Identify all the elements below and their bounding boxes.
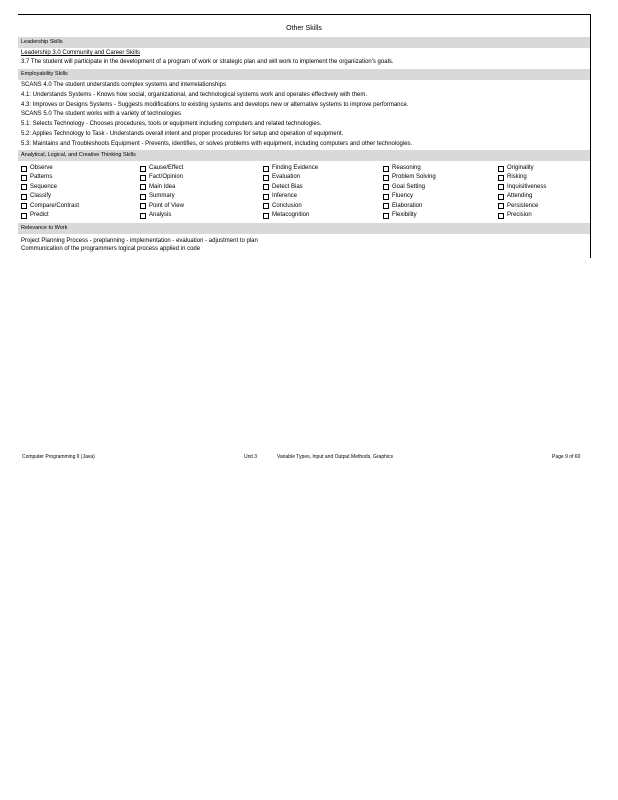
thinking-skills-header: Analytical, Logical, and Creative Thinking Skills bbox=[18, 150, 590, 161]
checkbox-item[interactable]: Predict bbox=[21, 211, 139, 220]
checkbox-box[interactable] bbox=[21, 213, 27, 219]
checkbox-box[interactable] bbox=[263, 194, 269, 200]
footer-topic: Variable Types, Input and Output Methods, Graphics bbox=[277, 454, 393, 460]
checkbox-item[interactable]: Problem Solving bbox=[383, 173, 501, 182]
employability-line: SCANS 5.0 The student works with a variety of technologies bbox=[21, 111, 181, 117]
skills-table bbox=[18, 14, 591, 258]
section-title: Other Skills bbox=[286, 25, 322, 32]
relevance-line: Communication of the programmers logical process applied in code bbox=[21, 246, 201, 252]
checkbox-item[interactable]: Persistence bbox=[498, 202, 616, 211]
checkbox-box[interactable] bbox=[21, 175, 27, 181]
checkbox-item[interactable]: Elaboration bbox=[383, 202, 501, 211]
employability-line: 5.1: Selects Technology - Chooses procedures, tools or equipment including computers and related technologies. bbox=[21, 121, 322, 127]
checkbox-item[interactable]: Evaluation bbox=[263, 173, 381, 182]
employability-line: 4.1: Understands Systems - Knows how social, organizational, and technological systems work and operates effectively with them. bbox=[21, 92, 368, 98]
checkbox-box[interactable] bbox=[498, 166, 504, 172]
employability-line: 5.3: Maintains and Troubleshoots Equipment - Prevents, identifies, or solves problems with equipment, including computers and other technologies. bbox=[21, 141, 413, 147]
checkbox-item[interactable]: Analysis bbox=[140, 211, 258, 220]
leadership-header: Leadership Skills bbox=[18, 37, 590, 48]
checkbox-item[interactable]: Conclusion bbox=[263, 202, 381, 211]
checkbox-box[interactable] bbox=[263, 213, 269, 219]
checkbox-box[interactable] bbox=[140, 203, 146, 209]
checkbox-column-3 bbox=[263, 164, 381, 220]
checkbox-box[interactable] bbox=[263, 184, 269, 190]
checkbox-box[interactable] bbox=[263, 166, 269, 172]
checkbox-item[interactable]: Goal Setting bbox=[383, 183, 501, 192]
checkbox-item[interactable]: Flexibility bbox=[383, 211, 501, 220]
checkbox-item[interactable]: Inference bbox=[263, 192, 381, 201]
employability-line: SCANS 4.0 The student understands complex systems and interrelationships bbox=[21, 82, 226, 88]
checkbox-item[interactable]: Metacognition bbox=[263, 211, 381, 220]
checkbox-box[interactable] bbox=[21, 184, 27, 190]
footer-course: Computer Programming II (Java) bbox=[22, 454, 95, 460]
checkbox-item[interactable]: Attending bbox=[498, 192, 616, 201]
checkbox-box[interactable] bbox=[498, 203, 504, 209]
checkbox-box[interactable] bbox=[383, 213, 389, 219]
checkbox-item[interactable]: Inquisitiveness bbox=[498, 183, 616, 192]
checkbox-item[interactable]: Risking bbox=[498, 173, 616, 182]
checkbox-box[interactable] bbox=[140, 175, 146, 181]
checkbox-box[interactable] bbox=[263, 203, 269, 209]
relevance-header: Relevance to Work bbox=[18, 223, 590, 234]
leadership-line-1: Leadership 3.0 Community and Career Skills bbox=[21, 50, 141, 56]
checkbox-item[interactable]: Reasoning bbox=[383, 164, 501, 173]
checkbox-box[interactable] bbox=[140, 194, 146, 200]
checkbox-box[interactable] bbox=[383, 166, 389, 172]
checkbox-box[interactable] bbox=[263, 175, 269, 181]
employability-line: 5.2: Applies Technology to Task - Understands overall intent and proper procedures for setup and operation of equipment. bbox=[21, 131, 344, 137]
checkbox-item[interactable]: Sequence bbox=[21, 183, 139, 192]
checkbox-item[interactable]: Point of View bbox=[140, 202, 258, 211]
checkbox-box[interactable] bbox=[498, 194, 504, 200]
checkbox-column-2 bbox=[140, 164, 258, 220]
leadership-line-2: 3.7 The student will participate in the development of a program of work or strategic plan and will work to implement the organization's goals. bbox=[21, 59, 394, 65]
checkbox-item[interactable]: Observe bbox=[21, 164, 139, 173]
footer-page-number: Page 9 of 60 bbox=[552, 454, 581, 460]
checkbox-column-1 bbox=[21, 164, 139, 220]
checkbox-item[interactable]: Precision bbox=[498, 211, 616, 220]
checkbox-box[interactable] bbox=[383, 184, 389, 190]
checkbox-box[interactable] bbox=[21, 203, 27, 209]
employability-header: Employability Skills bbox=[18, 69, 590, 80]
checkbox-box[interactable] bbox=[383, 203, 389, 209]
checkbox-item[interactable]: Classify bbox=[21, 192, 139, 201]
checkbox-box[interactable] bbox=[383, 175, 389, 181]
checkbox-item[interactable]: Finding Evidence bbox=[263, 164, 381, 173]
checkbox-box[interactable] bbox=[140, 166, 146, 172]
checkbox-item[interactable]: Main Idea bbox=[140, 183, 258, 192]
checkbox-box[interactable] bbox=[498, 213, 504, 219]
checkbox-item[interactable]: Patterns bbox=[21, 173, 139, 182]
checkbox-column-5 bbox=[498, 164, 616, 220]
checkbox-item[interactable]: Detect Bias bbox=[263, 183, 381, 192]
footer-unit: Unit 3 bbox=[244, 454, 258, 460]
checkbox-box[interactable] bbox=[498, 175, 504, 181]
checkbox-item[interactable]: Summary bbox=[140, 192, 258, 201]
checkbox-box[interactable] bbox=[498, 184, 504, 190]
checkbox-box[interactable] bbox=[21, 166, 27, 172]
checkbox-box[interactable] bbox=[140, 213, 146, 219]
checkbox-item[interactable]: Compare/Contrast bbox=[21, 202, 139, 211]
checkbox-box[interactable] bbox=[21, 194, 27, 200]
checkbox-box[interactable] bbox=[140, 184, 146, 190]
checkbox-item[interactable]: Fact/Opinion bbox=[140, 173, 258, 182]
relevance-line: Project Planning Process - preplanning - implementation - evaluation - adjustment to plan bbox=[21, 238, 258, 244]
checkbox-item[interactable]: Fluency bbox=[383, 192, 501, 201]
checkbox-item[interactable]: Cause/Effect bbox=[140, 164, 258, 173]
checkbox-column-4 bbox=[383, 164, 501, 220]
employability-line: 4.3: Improves or Designs Systems - Suggests modifications to existing systems and develops new or alternative systems to improve performance. bbox=[21, 102, 409, 108]
checkbox-item[interactable]: Originality bbox=[498, 164, 616, 173]
checkbox-box[interactable] bbox=[383, 194, 389, 200]
